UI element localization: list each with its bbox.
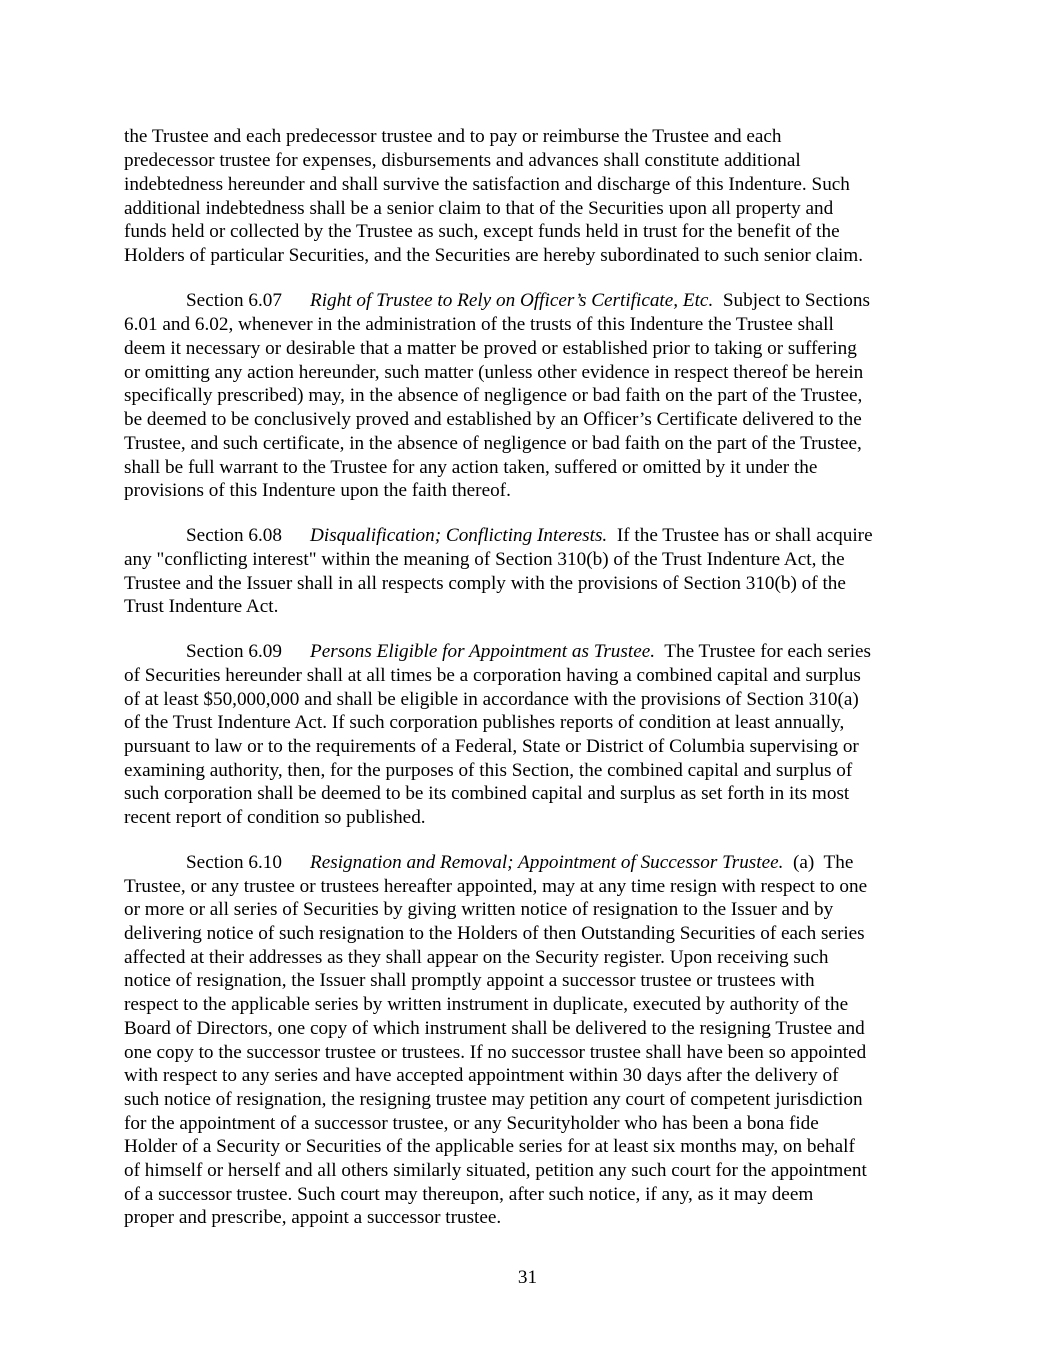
section-lead-text: Subject to Sections (713, 290, 870, 311)
section-heading-line (186, 524, 873, 548)
paragraph-line: respect to the applicable series by written instrument in duplicate, executed by authority of the (124, 994, 849, 1015)
paragraph-line: Trust Indenture Act. (124, 596, 279, 617)
paragraph-line: of Securities hereunder shall at all times be a corporation having a combined capital and surplus (124, 665, 861, 686)
paragraph-line: specifically prescribed) may, in the absence of negligence or bad faith on the part of the Trustee, (124, 385, 863, 406)
paragraph-line: pursuant to law or to the requirements of a Federal, State or District of Columbia supervising or (124, 736, 859, 757)
paragraph-line: delivering notice of such resignation to the Holders of then Outstanding Securities of each series (124, 923, 865, 944)
paragraph-line: Holder of a Security or Securities of the applicable series for at least six months may, on behalf (124, 1136, 855, 1157)
paragraph-line: be deemed to be conclusively proved and established by an Officer’s Certificate delivered to the (124, 409, 862, 430)
paragraph-line: Board of Directors, one copy of which instrument shall be delivered to the resigning Trustee and (124, 1018, 865, 1039)
section-title: Resignation and Removal; Appointment of Successor Trustee. (310, 852, 784, 873)
paragraph-line: indebtedness hereunder and shall survive the satisfaction and discharge of this Indenture. Such (124, 174, 850, 195)
paragraph-line: Holders of particular Securities, and the Securities are hereby subordinated to such senior claim. (124, 245, 864, 266)
paragraph-line: Trustee, and such certificate, in the absence of negligence or bad faith on the part of the Trustee, (124, 433, 862, 454)
paragraph-line: or omitting any action hereunder, such matter (unless other evidence in respect thereof be herein (124, 362, 864, 383)
paragraph-line: for the appointment of a successor trustee, or any Securityholder who has been a bona fide (124, 1113, 819, 1134)
section-lead-text: The Trustee for each series (655, 641, 872, 662)
paragraph-line: or more or all series of Securities by giving written notice of resignation to the Issuer and by (124, 899, 834, 920)
paragraph-line: affected at their addresses as they shall appear on the Security register. Upon receiving such (124, 947, 829, 968)
paragraph-line: of himself or herself and all others similarly situated, petition any such court for the appointment (124, 1160, 867, 1181)
paragraph-line: such corporation shall be deemed to be its combined capital and surplus as set forth in its most (124, 783, 850, 804)
paragraph-line: of at least $50,000,000 and shall be eligible in accordance with the provisions of Section 310(a) (124, 689, 859, 710)
section-title: Right of Trustee to Rely on Officer’s Certificate, Etc. (310, 290, 714, 311)
paragraph-line: funds held or collected by the Trustee as such, except funds held in trust for the benefit of the (124, 221, 840, 242)
paragraph-line: additional indebtedness shall be a senior claim to that of the Securities upon all property and (124, 198, 834, 219)
section-heading-line (186, 851, 853, 875)
paragraph-line: such notice of resignation, the resigning trustee may petition any court of competent jurisdiction (124, 1089, 863, 1110)
paragraph-line: Trustee and the Issuer shall in all respects comply with the provisions of Section 310(b) of the (124, 573, 846, 594)
section-heading-line (186, 289, 870, 313)
paragraph-line: the Trustee and each predecessor trustee and to pay or reimburse the Trustee and each (124, 126, 782, 147)
section-number: Section 6.10 (186, 852, 282, 873)
paragraph-line: 6.01 and 6.02, whenever in the administration of the trusts of this Indenture the Trustee shall (124, 314, 834, 335)
paragraph-line: predecessor trustee for expenses, disbursements and advances shall constitute additional (124, 150, 801, 171)
paragraph-line: examining authority, then, for the purposes of this Section, the combined capital and surplus of (124, 760, 853, 781)
paragraph-line: deem it necessary or desirable that a matter be proved or established prior to taking or suffering (124, 338, 857, 359)
section-title: Disqualification; Conflicting Interests. (310, 525, 608, 546)
paragraph-line: one copy to the successor trustee or trustees. If no successor trustee shall have been so appointed (124, 1042, 867, 1063)
paragraph-line: shall be full warrant to the Trustee for any action taken, suffered or omitted by it under the (124, 457, 818, 478)
section-number: Section 6.09 (186, 641, 282, 662)
section-lead-text: If the Trustee has or shall acquire (607, 525, 873, 546)
section-title: Persons Eligible for Appointment as Trustee. (310, 641, 656, 662)
paragraph-line: notice of resignation, the Issuer shall promptly appoint a successor trustee or trustees with (124, 970, 815, 991)
paragraph-line: recent report of condition so published. (124, 807, 426, 828)
page-number: 31 (517, 1267, 538, 1288)
paragraph-line: of a successor trustee. Such court may thereupon, after such notice, if any, as it may deem (124, 1184, 814, 1205)
section-heading-line (186, 640, 871, 664)
paragraph-line: proper and prescribe, appoint a successor trustee. (124, 1207, 502, 1228)
section-lead-text: (a) The (783, 852, 854, 873)
section-number: Section 6.07 (186, 290, 282, 311)
paragraph-line: provisions of this Indenture upon the faith thereof. (124, 480, 511, 501)
paragraph-line: any "conflicting interest" within the meaning of Section 310(b) of the Trust Indenture Act, the (124, 549, 845, 570)
section-number: Section 6.08 (186, 525, 282, 546)
paragraph-line: with respect to any series and have accepted appointment within 30 days after the delivery of (124, 1065, 839, 1086)
paragraph-line: Trustee, or any trustee or trustees hereafter appointed, may at any time resign with respect to one (124, 876, 868, 897)
paragraph-line: of the Trust Indenture Act. If such corporation publishes reports of condition at least annually, (124, 712, 845, 733)
